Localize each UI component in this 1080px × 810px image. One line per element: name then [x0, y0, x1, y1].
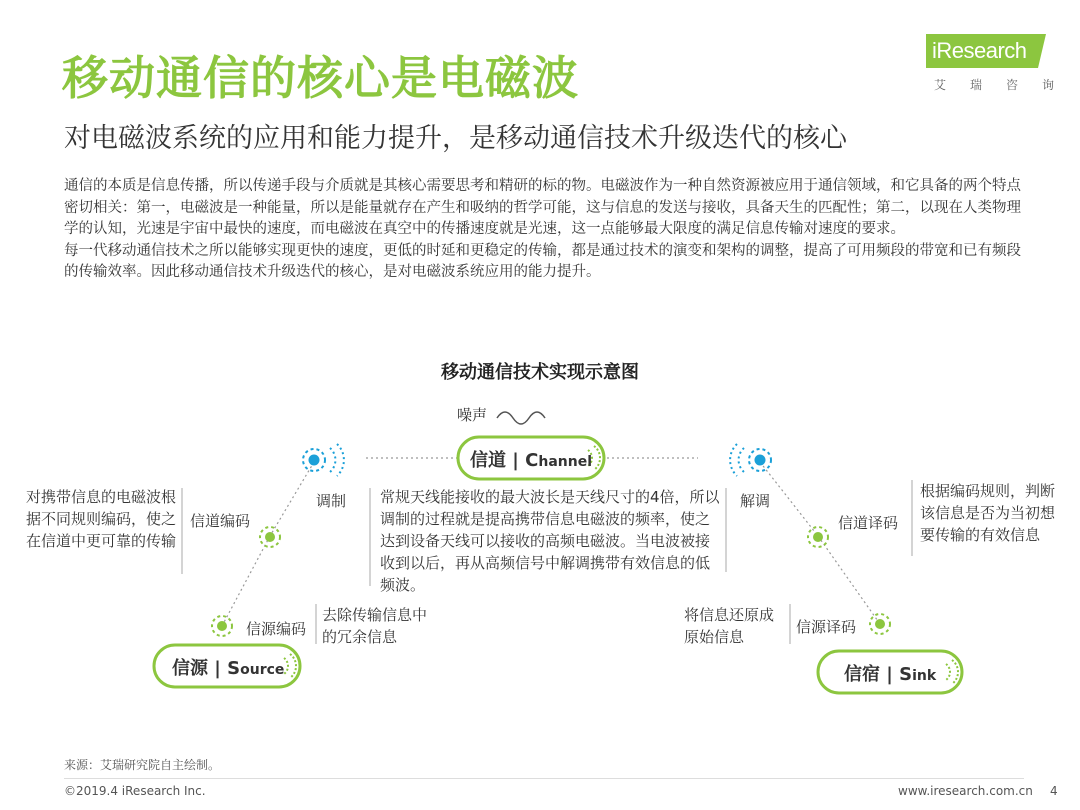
channel-sep: |	[512, 450, 519, 471]
footer-divider	[64, 778, 1024, 779]
sink-en-cap: S	[899, 664, 913, 685]
source-decoding-label: 信源译码	[796, 618, 857, 636]
source-en-rest: ource	[240, 662, 285, 678]
modulation-label: 调制	[316, 492, 347, 510]
modulation-note: 常规天线能接收的最大波长是天线尺寸的4倍，所以调制的过程就是提高携带信息电磁波的频率，使之达到设备天线可以接收的高频电磁波。当电波被接收到以后，再从高频信号中解调携带有效信息的低频波。	[380, 488, 720, 594]
source-decoding-note: 将信息还原成原始信息	[684, 606, 775, 646]
sink-sep: |	[886, 664, 893, 685]
demodulation-label: 解调	[740, 492, 771, 510]
channel-label	[470, 446, 592, 472]
source-coding-note: 去除传输信息中的冗余信息	[322, 606, 428, 646]
source-label	[172, 654, 284, 680]
source-en-cap: S	[227, 658, 241, 679]
page-title: 移动通信的核心是电磁波	[62, 51, 579, 105]
footer-url: www.iresearch.com.cn	[898, 784, 1033, 798]
sink-cn: 信宿	[844, 664, 880, 685]
source-decoding-node-icon	[870, 614, 890, 634]
body-paragraph-2: 每一代移动通信技术之所以能够实现更快的速度，更低的时延和更稳定的传输，都是通过技术的演变和架构的调整，提高了可用频段的带宽和已有频段的传输效率。因此移动通信技术升级迭代的核心，是对电磁波系统应用的能力提升。	[64, 242, 1021, 280]
noise-label: 噪声	[457, 406, 488, 424]
channel-decoding-node-icon	[808, 527, 828, 547]
page-subtitle: 对电磁波系统的应用和能力提升，是移动通信技术升级迭代的核心	[64, 123, 847, 154]
source-note: 来源：艾瑞研究院自主绘制。	[64, 758, 221, 772]
channel-coding-label: 信道编码	[190, 512, 251, 530]
channel-en-cap: C	[525, 450, 539, 471]
left-lower-connector	[222, 536, 270, 626]
channel-coding-node-icon	[260, 527, 280, 547]
footer-copyright: ©2019.4 iResearch Inc.	[64, 784, 206, 798]
left-upper-connector	[270, 462, 314, 536]
source-coding-node-icon	[212, 616, 232, 636]
sink-label	[844, 660, 936, 686]
page-number: 4	[1050, 784, 1058, 798]
source-cn: 信源	[172, 658, 208, 679]
diagram-title: 移动通信技术实现示意图	[441, 362, 639, 383]
sink-en-rest: ink	[912, 668, 937, 684]
body-paragraph-1: 通信的本质是信息传播，所以传递手段与介质就是其核心需要思考和精研的标的物。电磁波作为一种自然资源被应用于通信领域，和它具备的两个特点密切相关：第一，电磁波是一种能量，所以是能量就存在产生和吸纳的哲学可能，这与信息的发送与接收，具备天生的匹配性；第二，以现在人类物理学的认知，光速是宇宙中最快的速度，而电磁波在真空中的传播速度就是光速，这一点能够最大限度的满足信息传输对速度的要求。	[64, 178, 1021, 237]
logo-cn: 艾瑞咨询	[934, 78, 1079, 92]
noise-wave-icon	[497, 412, 545, 424]
channel-decoding-label: 信道译码	[838, 514, 899, 532]
source-coding-label: 信源编码	[246, 620, 307, 638]
channel-coding-note: 对携带信息的电磁波根据不同规则编码，使之在信道中更可靠的传输	[26, 488, 177, 550]
demodulation-node-icon	[730, 444, 771, 476]
right-lower-connector	[818, 536, 880, 624]
source-sep: |	[214, 658, 221, 679]
channel-decoding-note: 根据编码规则，判断该信息是否为当初想要传输的有效信息	[920, 482, 1056, 544]
channel-en-rest: hannel	[538, 454, 593, 470]
channel-cn: 信道	[470, 450, 506, 471]
logo-brand: iResearch	[932, 38, 1027, 63]
